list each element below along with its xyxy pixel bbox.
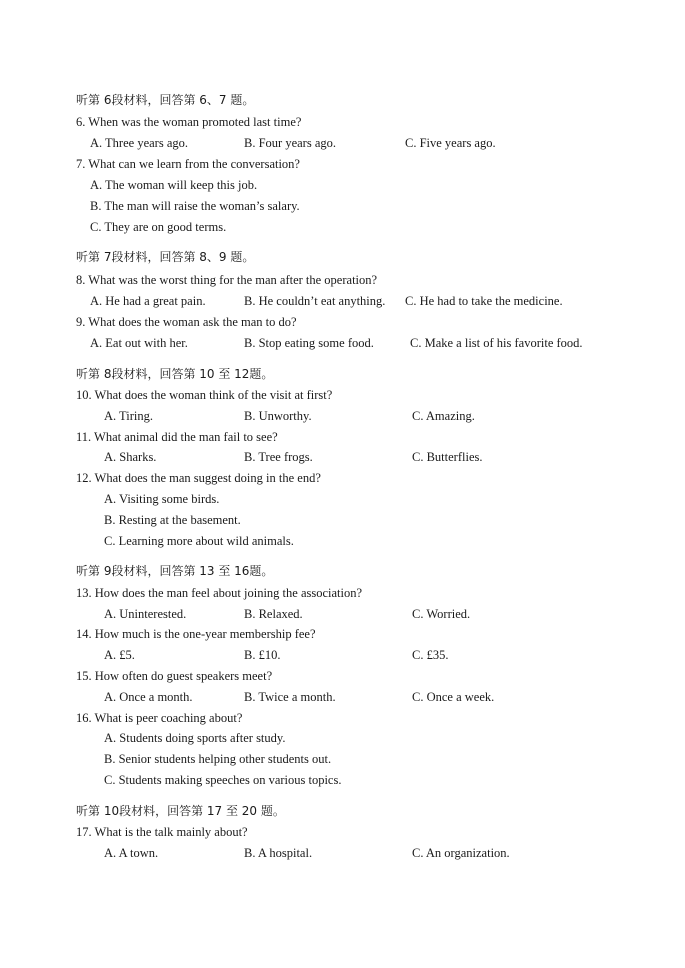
question-text: 14. How much is the one-year membership fee?: [76, 627, 316, 641]
option-c: C. Once a week.: [412, 690, 495, 704]
question-text: 7. What can we learn from the conversation?: [76, 157, 300, 171]
option-c: C. Amazing.: [412, 409, 475, 423]
option-c: C. Five years ago.: [405, 136, 496, 150]
option-b: B. Four years ago.: [244, 136, 336, 150]
option-a: A. A town.: [104, 846, 159, 860]
section-header: 听第 10段材料，回答第 17 至 20 题。: [76, 804, 285, 818]
option-a: A. Sharks.: [104, 450, 157, 464]
option-b: B. £10.: [244, 648, 281, 662]
option-c: C. £35.: [412, 648, 449, 662]
option-c: C. Learning more about wild animals.: [104, 534, 294, 548]
option-c: C. Students making speeches on various topics.: [104, 773, 342, 787]
question-text: 17. What is the talk mainly about?: [76, 825, 248, 839]
option-b: B. A hospital.: [244, 846, 313, 860]
option-c: C. Make a list of his favorite food.: [410, 336, 583, 350]
option-a: A. Once a month.: [104, 690, 193, 704]
option-b: B. Twice a month.: [244, 690, 336, 704]
question-text: 10. What does the woman think of the visit at first?: [76, 388, 333, 402]
question-text: 15. How often do guest speakers meet?: [76, 669, 273, 683]
section-header: 听第 9段材料，回答第 13 至 16题。: [76, 564, 274, 578]
section-header: 听第 6段材料，回答第 6、7 题。: [76, 93, 255, 107]
option-b: B. Relaxed.: [244, 607, 303, 621]
option-b: B. Resting at the basement.: [104, 513, 241, 527]
option-c: C. He had to take the medicine.: [405, 294, 563, 308]
section-header: 听第 7段材料，回答第 8、9 题。: [76, 250, 255, 264]
option-a: A. Visiting some birds.: [104, 492, 220, 506]
option-a: A. £5.: [104, 648, 135, 662]
option-b: B. Stop eating some food.: [244, 336, 374, 350]
option-a: A. He had a great pain.: [90, 294, 206, 308]
option-a: A. The woman will keep this job.: [90, 178, 258, 192]
option-a: A. Uninterested.: [104, 607, 187, 621]
option-c: C. They are on good terms.: [90, 220, 227, 234]
question-text: 8. What was the worst thing for the man after the operation?: [76, 273, 378, 287]
option-c: C. Butterflies.: [412, 450, 483, 464]
option-a: A. Tiring.: [104, 409, 153, 423]
option-a: A. Students doing sports after study.: [104, 731, 286, 745]
question-text: 16. What is peer coaching about?: [76, 711, 243, 725]
option-c: C. Worried.: [412, 607, 471, 621]
question-text: 9. What does the woman ask the man to do?: [76, 315, 297, 329]
question-text: 12. What does the man suggest doing in the end?: [76, 471, 321, 485]
option-b: B. The man will raise the woman’s salary.: [90, 199, 300, 213]
option-a: A. Eat out with her.: [90, 336, 188, 350]
question-text: 13. How does the man feel about joining the association?: [76, 586, 363, 600]
question-text: 6. When was the woman promoted last time?: [76, 115, 302, 129]
section-header: 听第 8段材料，回答第 10 至 12题。: [76, 367, 274, 381]
option-a: A. Three years ago.: [90, 136, 188, 150]
option-b: B. Senior students helping other students out.: [104, 752, 332, 766]
question-text: 11. What animal did the man fail to see?: [76, 430, 278, 444]
option-b: B. Tree frogs.: [244, 450, 313, 464]
option-b: B. Unworthy.: [244, 409, 312, 423]
option-c: C. An organization.: [412, 846, 510, 860]
option-b: B. He couldn’t eat anything.: [244, 294, 386, 308]
